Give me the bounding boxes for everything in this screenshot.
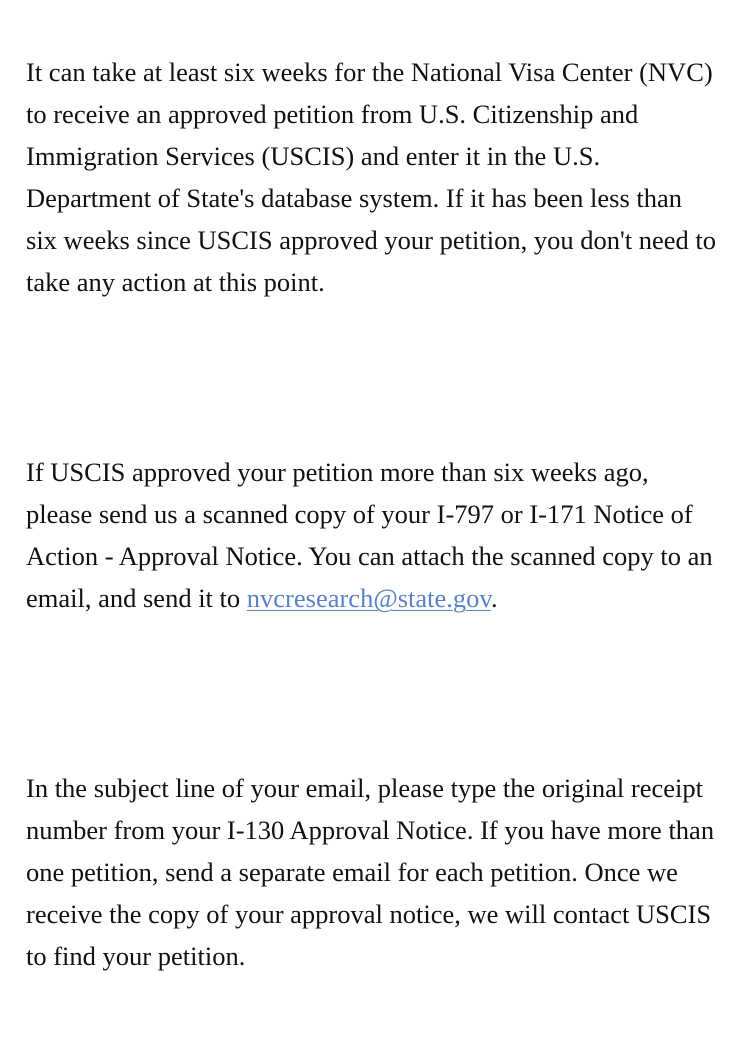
email-link-nvcresearch[interactable]: nvcresearch@state.gov [246, 583, 491, 613]
paragraph-nvc-timing: It can take at least six weeks for the National Visa Center (NVC) to receive an approved petition from U.S. Citizenship and Immigration Services (USCIS) and enter it in the U.S. Department of State's database system. If it has been less than six weeks since USCIS approved your petition, you don't need to take any action at this point. [26, 57, 716, 297]
paragraph-send-scanned-copy [26, 451, 716, 619]
paragraph-text-period: . [490, 583, 498, 613]
paragraph-subject-line-instructions: In the subject line of your email, please type the original receipt number from your I-130 Approval Notice. If you have more than one petition, send a separate email for each petition. Once we receive the copy of your approval notice, we will contact USCIS to find your petition. [26, 773, 715, 971]
paragraph-text: If USCIS approved your petition more than six weeks ago, please send us a scanned copy of your I-797 or I-171 Notice of Action - Approval Notice. You can attach the scanned copy to an email, and send it to [26, 457, 713, 613]
